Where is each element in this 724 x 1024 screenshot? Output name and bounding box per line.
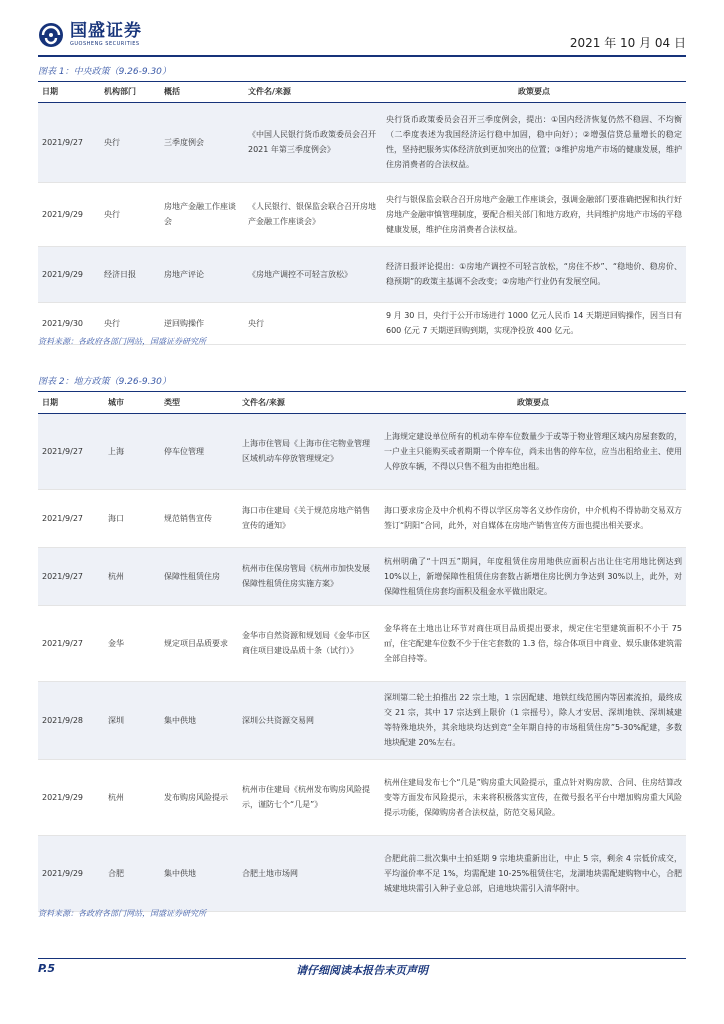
cell-source: 《人民银行、银保监会联合召开房地产金融工作座谈会》 [244, 182, 382, 246]
header-divider [38, 55, 686, 57]
cell-date: 2021/9/27 [38, 547, 104, 605]
table2-caption-text: 图表 2：地方政策（9.26-9.30） [38, 377, 171, 387]
cell-date: 2021/9/29 [38, 835, 104, 911]
cell-type: 停车位管理 [160, 413, 238, 489]
cell-points: 杭州明确了“十四五”期间，年度租赁住房用地供应面积占出让住宅用地比例达到 10%以上，新增保障性租赁住房套数占新增住房比例力争达到 30%以上，此外，对保障性租赁住房套均面积及租金水平做出限定。 [380, 547, 686, 605]
cell-org: 央行 [100, 102, 160, 182]
cell-date: 2021/9/27 [38, 413, 104, 489]
table2-caption [38, 374, 686, 390]
cell-date: 2021/9/29 [38, 182, 100, 246]
table2-source-note: 资料来源：各政府各部门网站，国盛证券研究所 [38, 909, 206, 918]
disclaimer-link[interactable]: 请仔细阅读本报告末页声明 [296, 964, 428, 977]
col-header-date: 日期 [38, 393, 104, 413]
local-policy-table [38, 393, 686, 912]
cell-points: 上海规定建设单位所有的机动车停车位数量少于或等于物业管理区域内房屋套数的，一户业主只能购买或者期期一个停车位，尚未出售的停车位，应当出租给业主、使用人停放车辆，不得以只售不租为由拒绝出租。 [380, 413, 686, 489]
table-row [38, 102, 686, 182]
cell-source: 《房地产调控不可轻言放松》 [244, 246, 382, 302]
cell-points: 杭州住建局发布七个“几是”购房重大风险提示，重点针对购房款、合同、住房结算改变等方面发布风险提示，未来将积极落实宣传，在微号报名平台中增加购房重大风险提示功能，保障购房者合法权益，防范交易风险。 [380, 759, 686, 835]
cell-source: 深圳公共资源交易网 [238, 681, 380, 759]
table-row [38, 489, 686, 547]
table-row [38, 547, 686, 605]
table2-caption-rule [38, 391, 686, 392]
cell-org: 经济日报 [100, 246, 160, 302]
cell-points: 央行与银保监会联合召开房地产金融工作座谈会，强调金融部门要准确把握和执行好房地产金融审慎管理制度，要配合相关部门和地方政府，共同维护房地产市场的平稳健康发展，维护住房消费者合法权益。 [382, 182, 686, 246]
cell-source: 合肥土地市场网 [238, 835, 380, 911]
cell-source: 《中国人民银行货币政策委员会召开 2021 年第三季度例会》 [244, 102, 382, 182]
table-row [38, 681, 686, 759]
company-name-cn: 国盛证券 [70, 21, 142, 41]
central-policy-table [38, 82, 686, 345]
cell-org: 央行 [100, 182, 160, 246]
col-header-type: 类型 [160, 393, 238, 413]
cell-source: 海口市住建局《关于规范房地产销售宣传的通知》 [238, 489, 380, 547]
table-header-row [38, 393, 686, 413]
cell-city: 金华 [104, 605, 160, 681]
cell-points: 9 月 30 日，央行于公开市场进行 1000 亿元人民币 14 天期逆回购操作，因当日有 600 亿元 7 天期逆回购到期，实现净投放 400 亿元。 [382, 302, 686, 344]
table-row [38, 182, 686, 246]
table-row [38, 759, 686, 835]
table-row [38, 835, 686, 911]
cell-org: 央行 [100, 302, 160, 344]
col-header-points: 政策要点 [382, 82, 686, 102]
table-row [38, 413, 686, 489]
cell-date: 2021/9/27 [38, 605, 104, 681]
col-header-date: 日期 [38, 82, 100, 102]
col-header-source: 文件名/来源 [238, 393, 380, 413]
footer-divider [38, 958, 686, 959]
table-row [38, 246, 686, 302]
cell-date: 2021/9/28 [38, 681, 104, 759]
cell-type: 集中供地 [160, 835, 238, 911]
cell-points: 深圳第二轮土拍推出 22 宗土地，1 宗因配建、地铁红线范围内等因素流拍，最终成交 21 宗，其中 17 宗达到上限价（1 宗摇号），除人才安居、深圳地铁、深圳城建等特殊地块外，其余地块均达到竞“全年期自持的市场租赁住房”5-30%配建，多数地块配建 20%左右。 [380, 681, 686, 759]
cell-city: 上海 [104, 413, 160, 489]
table-row [38, 605, 686, 681]
cell-points: 金华将在土地出让环节对商住项目品质提出要求，规定住宅型建筑面积不小于 75 ㎡，住宅配建车位数不少于住宅套数的 1.3 倍，综合体项目中商业、娱乐康体建筑需全部自持等。 [380, 605, 686, 681]
col-header-org: 机构部门 [100, 82, 160, 102]
cell-city: 合肥 [104, 835, 160, 911]
col-header-points: 政策要点 [380, 393, 686, 413]
table1-caption-text: 图表 1：中央政策（9.26-9.30） [38, 67, 171, 77]
page-number: P.5 [38, 962, 56, 975]
cell-source: 上海市住管局《上海市住宅物业管理区域机动车停放管理规定》 [238, 413, 380, 489]
cell-city: 杭州 [104, 547, 160, 605]
cell-date: 2021/9/27 [38, 489, 104, 547]
report-date: 2021 年 10 月 04 日 [569, 36, 686, 50]
page-header [38, 18, 686, 54]
cell-summary: 房地产评论 [160, 246, 244, 302]
cell-city: 海口 [104, 489, 160, 547]
cell-summary: 逆回购操作 [160, 302, 244, 344]
company-logo [38, 18, 142, 52]
cell-points: 央行货币政策委员会召开三季度例会，提出：①国内经济恢复仍然不稳固、不均衡（二季度表述为我国经济运行稳中加固，稳中向好）；②增强信贷总量增长的稳定性，坚持把服务实体经济放到更加突出的位置；③维护房地产市场的健康发展，维护住房消费者的合法权益。 [382, 102, 686, 182]
guosheng-logo-icon [38, 22, 64, 48]
cell-source: 杭州市住保房管局《杭州市加快发展保障性租赁住房实施方案》 [238, 547, 380, 605]
cell-type: 规范销售宣传 [160, 489, 238, 547]
col-header-source: 文件名/来源 [244, 82, 382, 102]
table1-source-note: 资料来源：各政府各部门网站，国盛证券研究所 [38, 337, 206, 346]
company-name-en: GUOSHENG SECURITIES [70, 41, 140, 47]
cell-summary: 房地产金融工作座谈会 [160, 182, 244, 246]
cell-points: 经济日报评论提出：①房地产调控不可轻言放松，“房住不炒”、“稳地价、稳房价、稳预期”的政策主基调不会改变；②房地产行业仍有发展空间。 [382, 246, 686, 302]
cell-points: 海口要求房企及中介机构不得以学区房等名义炒作房价，中介机构不得协助交易双方签订“阴阳”合同，此外，对自媒体在房地产销售宣传方面也提出相关要求。 [380, 489, 686, 547]
cell-date: 2021/9/27 [38, 102, 100, 182]
cell-summary: 三季度例会 [160, 102, 244, 182]
cell-type: 集中供地 [160, 681, 238, 759]
table1-caption [38, 64, 686, 80]
table-header-row [38, 82, 686, 102]
cell-date: 2021/9/30 [38, 302, 100, 344]
cell-date: 2021/9/29 [38, 759, 104, 835]
cell-source: 央行 [244, 302, 382, 344]
cell-type: 保障性租赁住房 [160, 547, 238, 605]
col-header-city: 城市 [104, 393, 160, 413]
cell-type: 规定项目品质要求 [160, 605, 238, 681]
cell-city: 杭州 [104, 759, 160, 835]
col-header-summary: 概括 [160, 82, 244, 102]
cell-source: 杭州市住建局《杭州发布购房风险提示，谨防七个“几是”》 [238, 759, 380, 835]
cell-date: 2021/9/29 [38, 246, 100, 302]
cell-city: 深圳 [104, 681, 160, 759]
cell-source: 金华市自然资源和规划局《金华市区商住项目建设品质十条（试行）》 [238, 605, 380, 681]
cell-points: 合肥此前二批次集中土拍延期 9 宗地块重新出让，中止 5 宗，剩余 4 宗低价成交，平均溢价率不足 1%，均需配建 10-25%租赁住宅，龙湖地块需配建购物中心，合肥城建地块需引入种子业总部，启迪地块需引入清华附中。 [380, 835, 686, 911]
cell-type: 发布购房风险提示 [160, 759, 238, 835]
